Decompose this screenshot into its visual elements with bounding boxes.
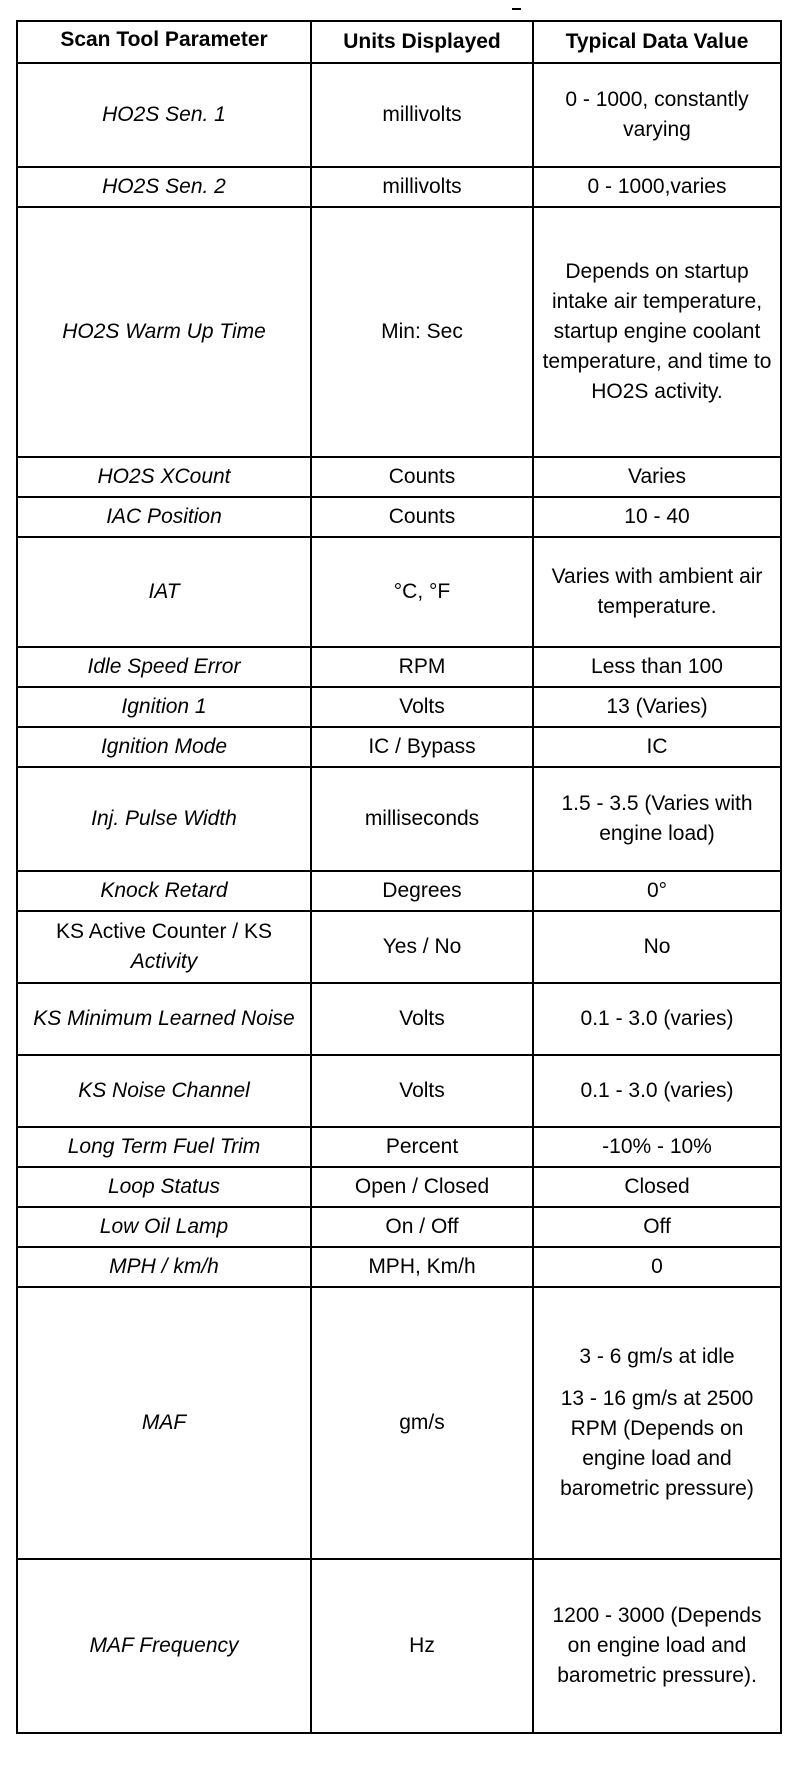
units-cell: Degrees (311, 871, 533, 911)
parameter-cell: KS Minimum Learned Noise (17, 983, 311, 1055)
table-row (17, 871, 781, 911)
value-cell (533, 457, 781, 497)
units-cell: Hz (311, 1559, 533, 1733)
value-cell (533, 871, 781, 911)
value-text: 1.5 - 3.5 (Varies with engine load) (561, 792, 753, 845)
parameter-cell: KS Noise Channel (17, 1055, 311, 1127)
parameter-cell: Idle Speed Error (17, 647, 311, 687)
parameter-cell: Ignition 1 (17, 687, 311, 727)
table-row (17, 1247, 781, 1287)
value-cell (533, 167, 781, 207)
value-text: 0° (646, 879, 668, 902)
units-cell: Volts (311, 1055, 533, 1127)
table-row (17, 687, 781, 727)
value-text: 0.1 - 3.0 (varies) (580, 1079, 734, 1102)
value-text: Varies (628, 465, 686, 488)
value-cell (533, 911, 781, 983)
table-row (17, 63, 781, 167)
value-text: 13 - 16 gm/s at 2500 RPM (Depends on engine load and barometric pressure) (560, 1387, 754, 1500)
value-cell (533, 1559, 781, 1733)
value-cell (533, 1247, 781, 1287)
table-row (17, 1167, 781, 1207)
parameter-cell: MAF (17, 1287, 311, 1559)
value-text: 1200 - 3000 (Depends on engine load and barometric pressure). (552, 1604, 762, 1687)
value-cell (533, 1127, 781, 1167)
value-cell (533, 207, 781, 457)
units-cell: gm/s (311, 1287, 533, 1559)
table-row (17, 1127, 781, 1167)
value-text: 0.1 - 3.0 (varies) (580, 1007, 734, 1030)
value-text: 0 - 1000,varies (587, 175, 727, 198)
parameter-cell: HO2S Sen. 1 (17, 63, 311, 167)
header-row (17, 21, 781, 63)
units-cell: Open / Closed (311, 1167, 533, 1207)
units-cell: °C, °F (311, 537, 533, 647)
value-cell (533, 1207, 781, 1247)
units-cell: Volts (311, 983, 533, 1055)
value-cell (533, 537, 781, 647)
units-cell: milliseconds (311, 767, 533, 871)
parameter-cell: Ignition Mode (17, 727, 311, 767)
table-row (17, 727, 781, 767)
units-cell: Volts (311, 687, 533, 727)
parameter-cell: Loop Status (17, 1167, 311, 1207)
value-text: Depends on startup intake air temperature, startup engine coolant temperature, and time to HO2S activity. (542, 260, 772, 403)
units-cell: RPM (311, 647, 533, 687)
table-row (17, 1287, 781, 1559)
parameter-cell: Knock Retard (17, 871, 311, 911)
value-cell (533, 687, 781, 727)
units-cell: Counts (311, 457, 533, 497)
table-row (17, 167, 781, 207)
value-text: 0 (651, 1255, 663, 1278)
parameter-cell (17, 911, 311, 983)
header-units: Units Displayed (311, 21, 533, 63)
table-row (17, 497, 781, 537)
parameter-cell: Low Oil Lamp (17, 1207, 311, 1247)
value-text: -10% - 10% (602, 1135, 712, 1158)
parameter-cell: HO2S Sen. 2 (17, 167, 311, 207)
parameter-cell: HO2S XCount (17, 457, 311, 497)
parameter-cell: Inj. Pulse Width (17, 767, 311, 871)
table-row (17, 207, 781, 457)
table-row (17, 537, 781, 647)
value-text: 3 - 6 gm/s at idle (579, 1345, 735, 1368)
value-cell (533, 1055, 781, 1127)
value-text: Varies with ambient air temperature. (551, 565, 763, 618)
table-row (17, 457, 781, 497)
value-text: 10 - 40 (624, 505, 690, 528)
scan-tool-data-table (16, 20, 782, 1734)
parameter-text: KS Active Counter / KS (56, 920, 272, 943)
value-text: 13 (Varies) (606, 695, 708, 718)
table-row (17, 647, 781, 687)
top-tick-mark (512, 8, 521, 10)
value-cell (533, 1287, 781, 1559)
value-text: No (643, 935, 671, 958)
parameter-cell: MAF Frequency (17, 1559, 311, 1733)
units-cell: Counts (311, 497, 533, 537)
value-text: 0 - 1000, constantly varying (565, 88, 749, 141)
header-value: Typical Data Value (533, 21, 781, 63)
units-cell: millivolts (311, 167, 533, 207)
parameter-text-italic: Activity (130, 950, 198, 973)
units-cell: IC / Bypass (311, 727, 533, 767)
table-row (17, 767, 781, 871)
table-row (17, 1055, 781, 1127)
parameter-cell: Long Term Fuel Trim (17, 1127, 311, 1167)
units-cell: Min: Sec (311, 207, 533, 457)
parameter-cell: HO2S Warm Up Time (17, 207, 311, 457)
value-cell (533, 1167, 781, 1207)
table-row (17, 1559, 781, 1733)
value-text: Less than 100 (591, 655, 723, 678)
table-row (17, 983, 781, 1055)
units-cell: On / Off (311, 1207, 533, 1247)
parameter-cell: IAC Position (17, 497, 311, 537)
value-text: Closed (624, 1175, 690, 1198)
units-cell: Percent (311, 1127, 533, 1167)
value-text: IC (646, 735, 668, 758)
parameter-cell: MPH / km/h (17, 1247, 311, 1287)
value-cell (533, 983, 781, 1055)
value-cell (533, 497, 781, 537)
table-row (17, 911, 781, 983)
table-row (17, 1207, 781, 1247)
value-cell (533, 647, 781, 687)
units-cell: Yes / No (311, 911, 533, 983)
value-text: Off (643, 1215, 671, 1238)
value-cell (533, 767, 781, 871)
parameter-cell: IAT (17, 537, 311, 647)
units-cell: millivolts (311, 63, 533, 167)
value-cell (533, 727, 781, 767)
header-parameter: Scan Tool Parameter (17, 21, 311, 63)
value-cell (533, 63, 781, 167)
units-cell: MPH, Km/h (311, 1247, 533, 1287)
